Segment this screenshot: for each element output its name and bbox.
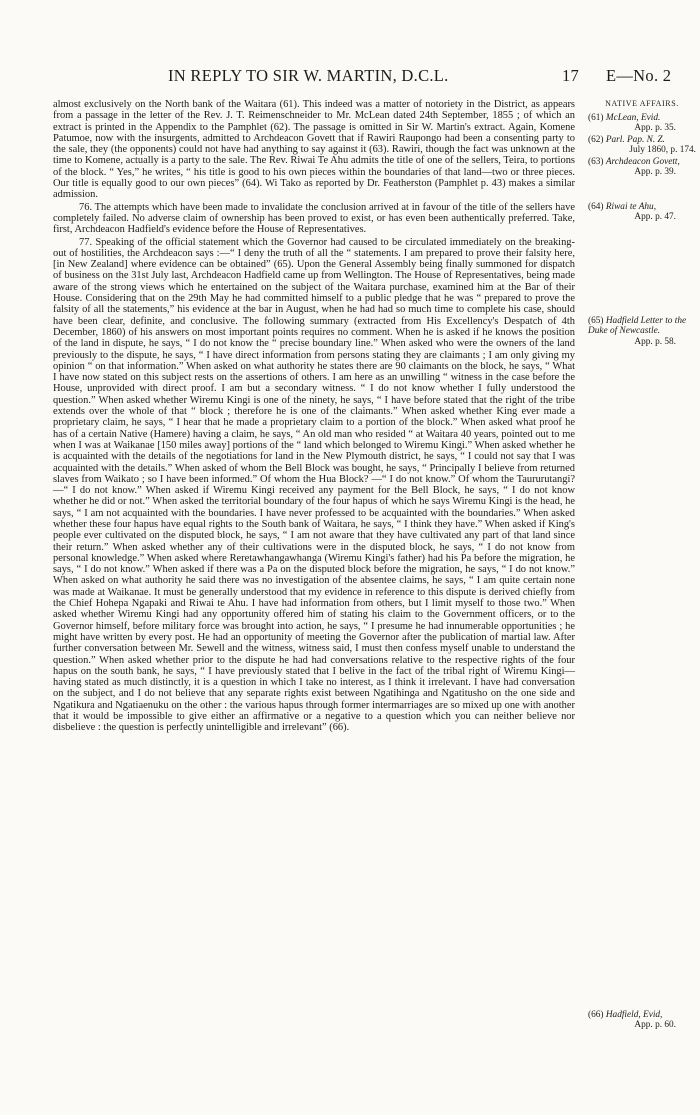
- margin-note: [588, 316, 696, 347]
- paragraph-continuation: almost exclusively on the North bank of the Waitara (61). This indeed was a matter of notoriety in the District, as appears from a passage in the letter of the Rev. J. T. Reimenschneider to Mr. McLean dated 24th September, 1855 ; of which an extract is printed in the Appendix to the Pamphlet (62). The passage is omitted in Sir W. Martin's extract. Again, Komene Patumoe, now with the insurgents, admitted to Archdeacon Govett that if Rawiri Raupongo had been a consenting party to the sale, they (the opponents) could not have had anything to say against it (63). Rawiri, though the fact was unknown at the time to Komene, actually is a party to the sale. The Rev. Riwai Te Ahu admits the title of one of the sellers, Teira, to portions of the block. “ Yes,” he writes, “ his title is good to his own pieces within the boundaries of that land—two or three pieces. Our title is equally good to our own pieces” (64). Wi Tako as reported by Dr. Featherston (Pamphlet p. 43) makes a similar admission.: [53, 99, 575, 201]
- note-page: App. p. 47.: [634, 212, 676, 223]
- page-number: 17: [562, 66, 580, 85]
- note-source: Archdeacon Govett,: [605, 157, 680, 167]
- margin-note: [588, 113, 696, 134]
- note-ref: (65): [588, 316, 604, 326]
- section-label: NATIVE AFFAIRS.: [605, 99, 679, 108]
- margin-notes: [588, 99, 696, 1031]
- running-title: IN REPLY TO SIR W. MARTIN, D.C.L.: [168, 66, 449, 85]
- note-ref: (64): [588, 202, 604, 212]
- note-page: App. p. 60.: [634, 1020, 676, 1031]
- note-ref: (63): [588, 157, 604, 167]
- note-ref: (61): [588, 113, 604, 123]
- note-source: Parl. Pap. N. Z.: [605, 135, 665, 145]
- note-page: July 1860, p. 174.: [629, 145, 696, 156]
- note-page: App. p. 39.: [634, 167, 676, 178]
- note-ref: (66): [588, 1010, 604, 1020]
- note-page: App. p. 35.: [634, 123, 676, 134]
- margin-note: [588, 202, 696, 223]
- note-source: Hadfield, Evid,: [605, 1010, 663, 1020]
- page-header: [0, 66, 700, 88]
- document-reference: E—No. 2: [606, 66, 672, 85]
- margin-note: [588, 1010, 696, 1031]
- note-page: App. p. 58.: [634, 336, 676, 347]
- note-source: Riwai te Ahu,: [605, 202, 657, 212]
- main-text: [53, 99, 575, 734]
- paragraph-76: 76. The attempts which have been made to invalidate the conclusion arrived at in favour of the title of the sellers have completely failed. No adverse claim of ownership has been proved to exist, or has even been authentically preferred. Take, first, Archdeacon Hadfield's evidence before the House of Representatives.: [53, 201, 575, 236]
- note-source: McLean, Evid.: [605, 113, 661, 123]
- note-ref: (62): [588, 135, 604, 145]
- margin-note: [588, 157, 696, 178]
- margin-note: [588, 135, 696, 156]
- paragraph-77: 77. Speaking of the official statement which the Governor had caused to be circulated immediately on the breaking-out of hostilities, the Archdeacon says :—“ I deny the truth of all the “ statements. I am prepared to prove their falsity here, [in New Zealand] where evidence can be obtained” (65). Upon the General Assembly being finally summoned for dispatch of business on the 31st July last, Archdeacon Hadfield came up from Wellington. The House of Representatives, being made aware of the strong views which he entertained on the subject of the Waitara purchase, examined him at the Bar of their House. Considering that on the 29th May he had committed himself to a public pledge that he was “ prepared to prove the falsity of all the statements,” his evidence at the bar in August, when he had had so much time to complete his case, should have been clear, definite, and conclusive. The following summary (extracted from His Excellency's Despatch of 4th December, 1860) of his answers on most important points requires no comment. When he is asked if he knows the position of the land in dispute, he says, “ I do not know the “ precise boundary line.” When asked who were the owners of the land previously to the dispute, he says, “ I have direct information from persons stating they are claimants ; I am only giving my opinion “ on that information.” When asked on what authority he states there are 90 claimants on the block, he says, “ What I have now stated on this subject rests on the assertions of others. I am here as an unwilling “ witness in the case before the House, unprovided with direct proof. I am but a secondary witness. “ I do not know whether I fully understood the question.” When asked whether Wiremu Kingi is one of the ninety, he says, “ I have before stated that the right of the tribe extends over the whole of that “ block ; therefore he is one of the claimants.” When asked whether King ever made a proprietary claim, he says, “ I hear that he made a proprietary claim to a portion of the block.” When asked what proof he has of a certain Native (Hamere) having a claim, he says, “ An old man who resided “ at Waitara 40 years, pointed out to me when I was at Waikanae [150 miles away] portions of the “ land which belonged to Wiremu Kingi.” When asked whether he is acquainted with the details of the negotiations for land in the New Plymouth district, he says, “ I could not say that I was acquainted with the details.” When asked of whom the Bell Block was bought, he says, “ Principally I believe from returned slaves from Waikato ; so I have been informed.” Of whom the Hua Block? —“ I do not know.” Of whom the Taururutangi?—“ I do not know.” When asked if Wiremu Kingi received any payment for the Bell Block, he says, “ I do not know whether he did or not.” When asked the territorial boundary of the four hapus of which he says Wiremu Kingi is the head, he says, “ I am not acquainted with the boundaries. I have never professed to be acquainted with the boundaries.” When asked whether these four hapus have equal rights to the South bank of Waitara, he says, “ I think they have.” When asked if King's people ever cultivated on the disputed block, he says, “ I am not aware that they have cultivated any part of that land since their return.” When asked whether any of their cultivations were in the disputed block, he says, “ I do not know from personal knowledge.” When asked where Reretawhangawhanga (Wiremu Kingi's father) had his Pa before the migration, he says, “ I do not know.” When asked if there was a Pa on the disputed block before the migration, he says, “ I do not know.” When asked on what authority he said there was no investigation of the absentee claims, he says, “ I am quite certain none was made at Waikanae. It must be generally understood that my evidence in reference to this dispute is derived chiefly from the Chief Hohepa Ngapaki and Riwai te Ahu. I have had information from others, but I limit myself to those two.” When asked whether Wiremu Kingi had any opportunity offered him of stating his claim to the Government officers, or to the Governor himself, before military force was brought into action, he says, “ I presume he had innumerable opportunities ; he might have written by every post. He had an opportunity of meeting the Governor after the publication of martial law. After further conversation between Mr. Sewell and the witness, witness said, I must then confess myself unable to understand the question.” When asked whether prior to the dispute he had had conversations relative to the respective rights of the four hapus on the south bank, he says, “ I have previously stated that I belive in the fact of the tribal right of Wiremu Kingi—having stated as much distinctly, it is a question in which I take no interest, as I think it irrelevant. I have had conversation on the subject, and I do not believe that any separate rights exist between Ngatihinga and Ngatitusho on the one side and Ngatikura and Ngatiaenuku on the other : the various hapus through former intermarriages are so mixed up one with another that it would be impossible to give either an affirmative or a negative to a question which you can neither believe nor disbelieve : the question is perfectly unintelligible and irrelevant” (66).: [53, 236, 575, 734]
- note-source: Hadfield Letter to the Duke of Newcastle.: [588, 316, 687, 337]
